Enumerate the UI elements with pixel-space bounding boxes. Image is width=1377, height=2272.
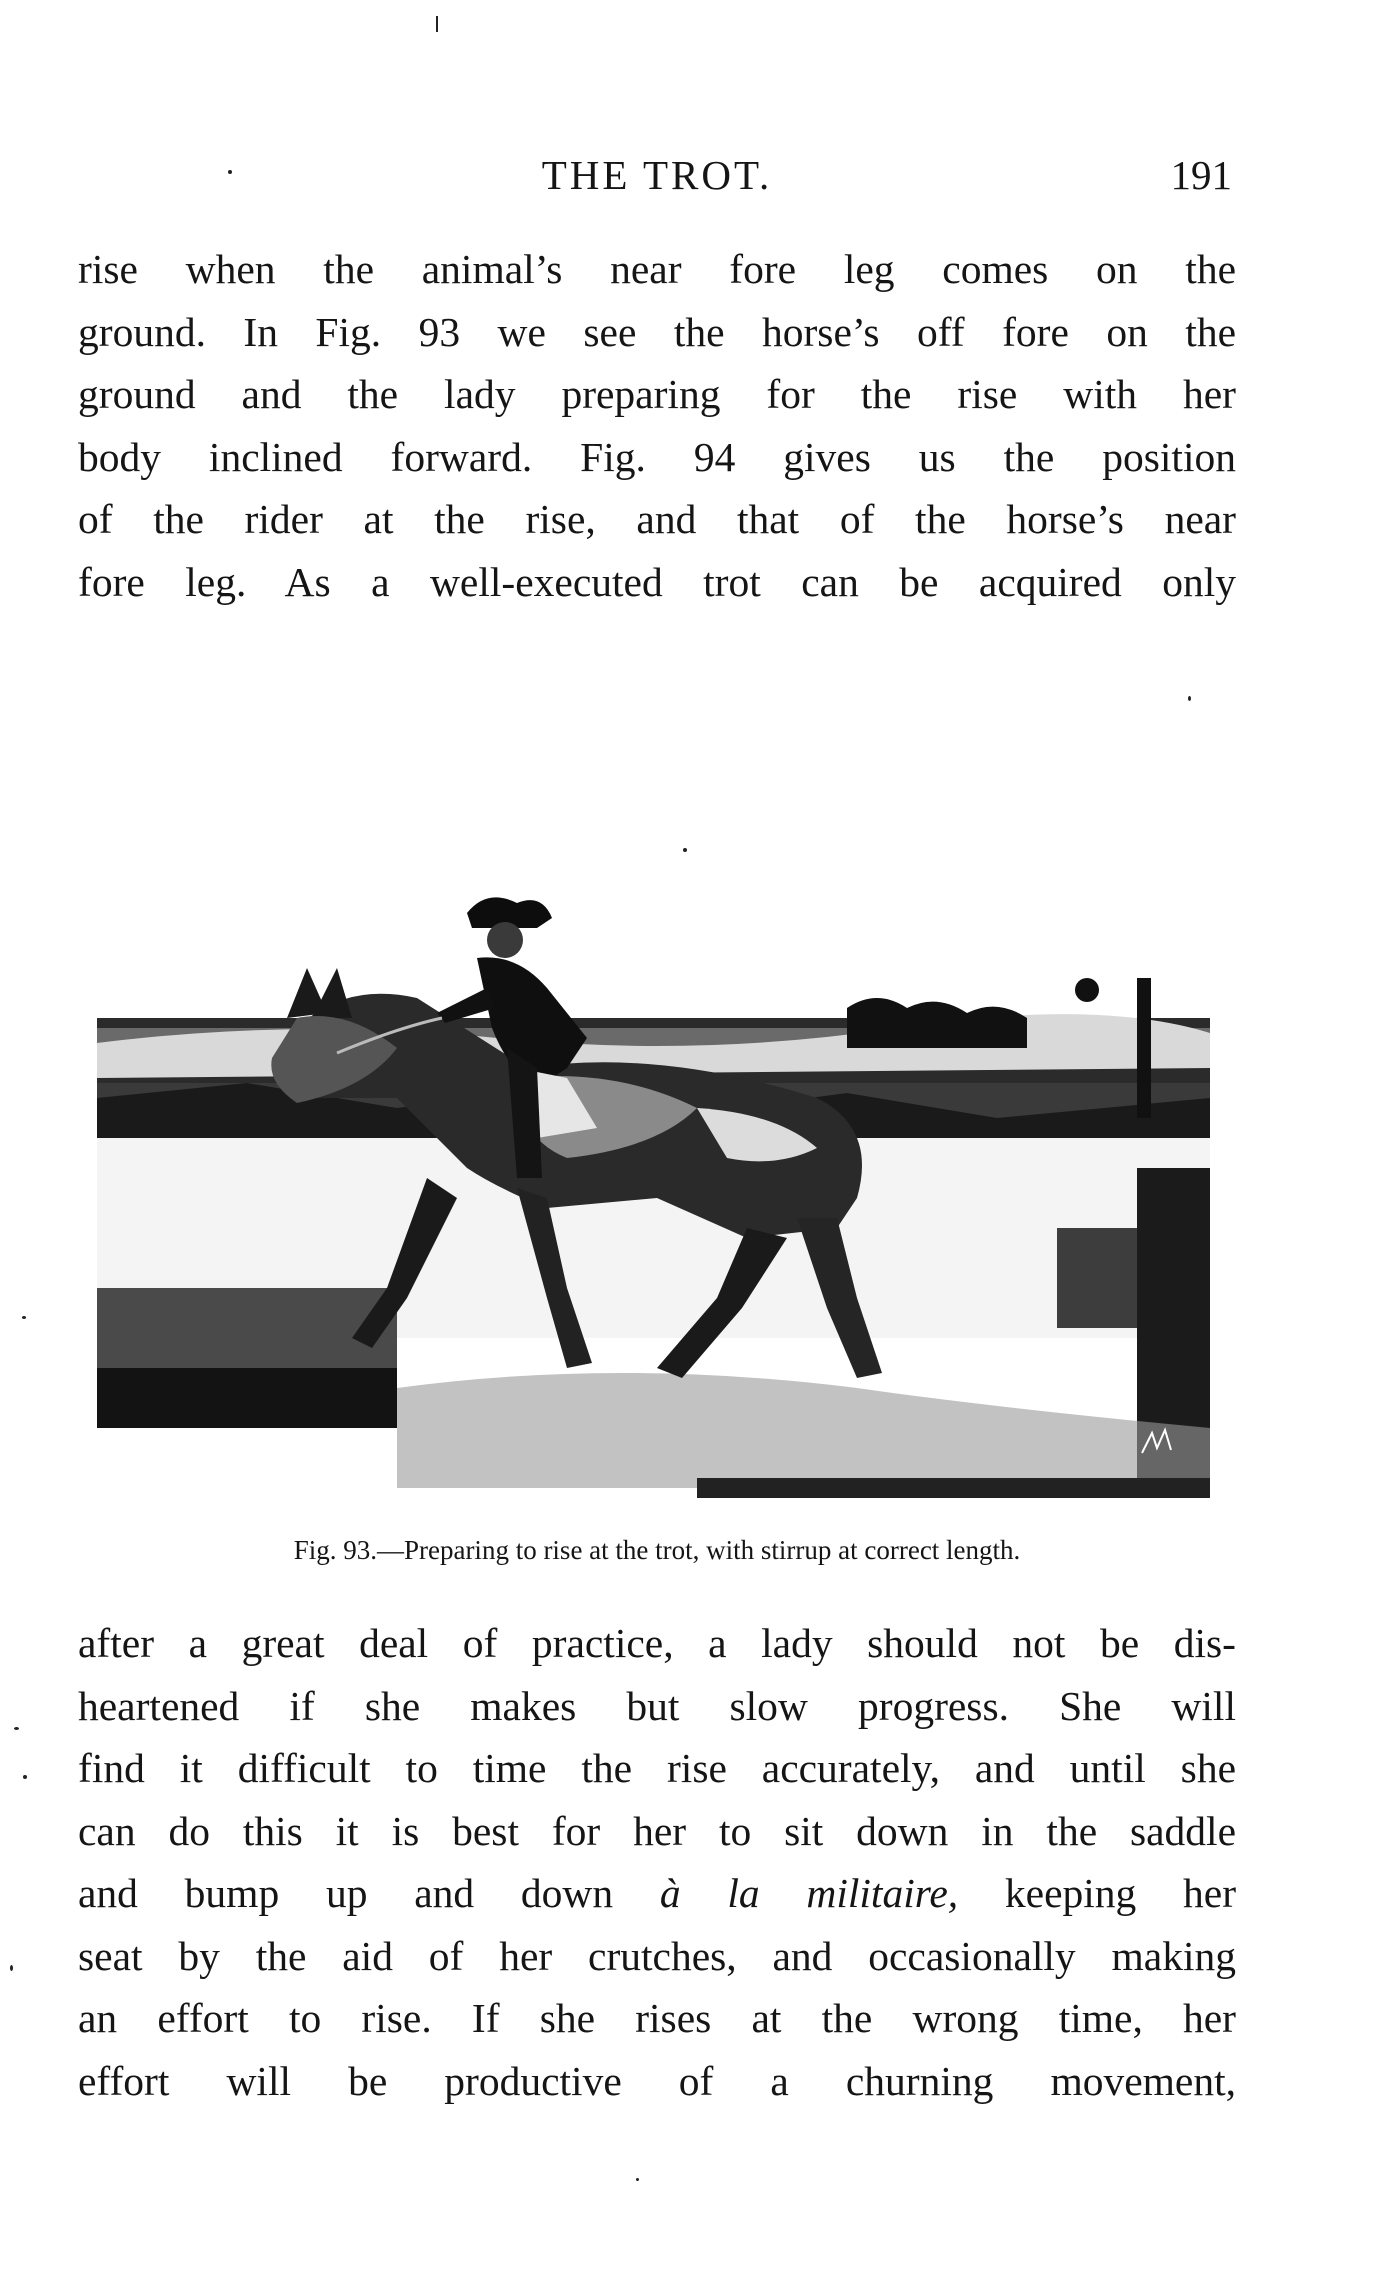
text-line: after a great deal of practice, a lady should not be dis-	[78, 1620, 1236, 1666]
text-line: fore leg. As a well-executed trot can be acquired only	[78, 558, 1236, 605]
text-line: an effort to rise. If she rises at the wrong time, her	[78, 1995, 1236, 2041]
text-line-with-italic	[78, 1862, 1236, 1925]
text-segment: keeping her	[958, 1870, 1237, 1916]
figure-caption: Fig. 93.—Preparing to rise at the trot, with stirrup at correct length.	[293, 1535, 1021, 1565]
running-head	[78, 150, 1236, 200]
scan-speck	[683, 848, 687, 852]
horse-and-rider-photo-icon	[97, 868, 1210, 1498]
text-line: rise when the animal’s near fore leg comes on the	[78, 246, 1236, 292]
bottom-paragraph	[78, 1612, 1236, 2112]
text-line: find it difficult to time the rise accurately, and until she	[78, 1745, 1236, 1791]
text-segment: and bump up and down	[78, 1870, 660, 1916]
text-line: ground. In Fig. 93 we see the horse’s off fore on the	[78, 308, 1236, 355]
text-line: effort will be productive of a churning movement,	[78, 2057, 1236, 2104]
text-line: can do this it is best for her to sit down in the saddle	[78, 1807, 1236, 1854]
page-number: 191	[1170, 152, 1232, 198]
chapter-title: THE TROT.	[541, 152, 773, 198]
text-line: ground and the lady preparing for the rise with her	[78, 371, 1236, 417]
text-line: body inclined forward. Fig. 94 gives us the position	[78, 433, 1236, 480]
scan-speck	[636, 2178, 639, 2181]
scan-speck	[228, 170, 232, 174]
scan-speck	[436, 16, 438, 32]
scan-speck	[14, 1727, 19, 1730]
text-line: of the rider at the rise, and that of the horse’s near	[78, 496, 1236, 542]
figure-93-photo	[97, 868, 1210, 1498]
scan-speck	[10, 1965, 13, 1971]
scan-speck	[1188, 696, 1191, 701]
scan-speck	[23, 1775, 27, 1779]
text-line: heartened if she makes but slow progress. She will	[78, 1682, 1236, 1729]
text-line: seat by the aid of her crutches, and occasionally making	[78, 1932, 1236, 1979]
top-paragraph	[78, 238, 1236, 613]
scan-speck	[22, 1316, 26, 1319]
italic-phrase: à la militaire,	[659, 1870, 959, 1916]
